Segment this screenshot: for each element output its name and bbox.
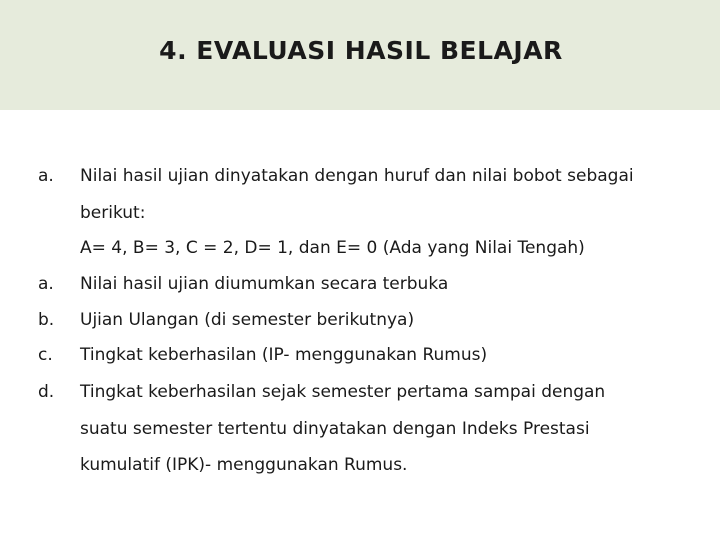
- list-item: [38, 310, 678, 332]
- list-marker: d.: [38, 382, 55, 402]
- list-item: [38, 274, 678, 296]
- list-item-text: Nilai hasil ujian dinyatakan dengan huruf dan nilai bobot sebagai: [80, 166, 634, 186]
- list-item-text: Nilai hasil ujian diumumkan secara terbuka: [80, 274, 449, 294]
- list-item-text: berikut:: [80, 203, 146, 223]
- list-item: [38, 166, 678, 266]
- list-item: [38, 382, 678, 482]
- list-item-text: suatu semester tertentu dinyatakan dengan Indeks Prestasi: [80, 419, 590, 439]
- list-marker: c.: [38, 345, 53, 365]
- list-item-text: kumulatif (IPK)- menggunakan Rumus.: [80, 455, 408, 475]
- list-item: [38, 345, 678, 367]
- list-item-text: Ujian Ulangan (di semester berikutnya): [80, 310, 415, 330]
- list-marker: b.: [38, 310, 55, 330]
- list-item-text: Tingkat keberhasilan sejak semester pertama sampai dengan: [80, 382, 606, 402]
- list-marker: a.: [38, 274, 54, 294]
- list-item-text: A= 4, B= 3, C = 2, D= 1, dan E= 0 (Ada yang Nilai Tengah): [80, 238, 585, 258]
- list-marker: a.: [38, 166, 54, 186]
- list-item-text: Tingkat keberhasilan (IP- menggunakan Rumus): [80, 345, 488, 365]
- slide-title-text: 4. EVALUASI HASIL BELAJAR: [159, 36, 563, 65]
